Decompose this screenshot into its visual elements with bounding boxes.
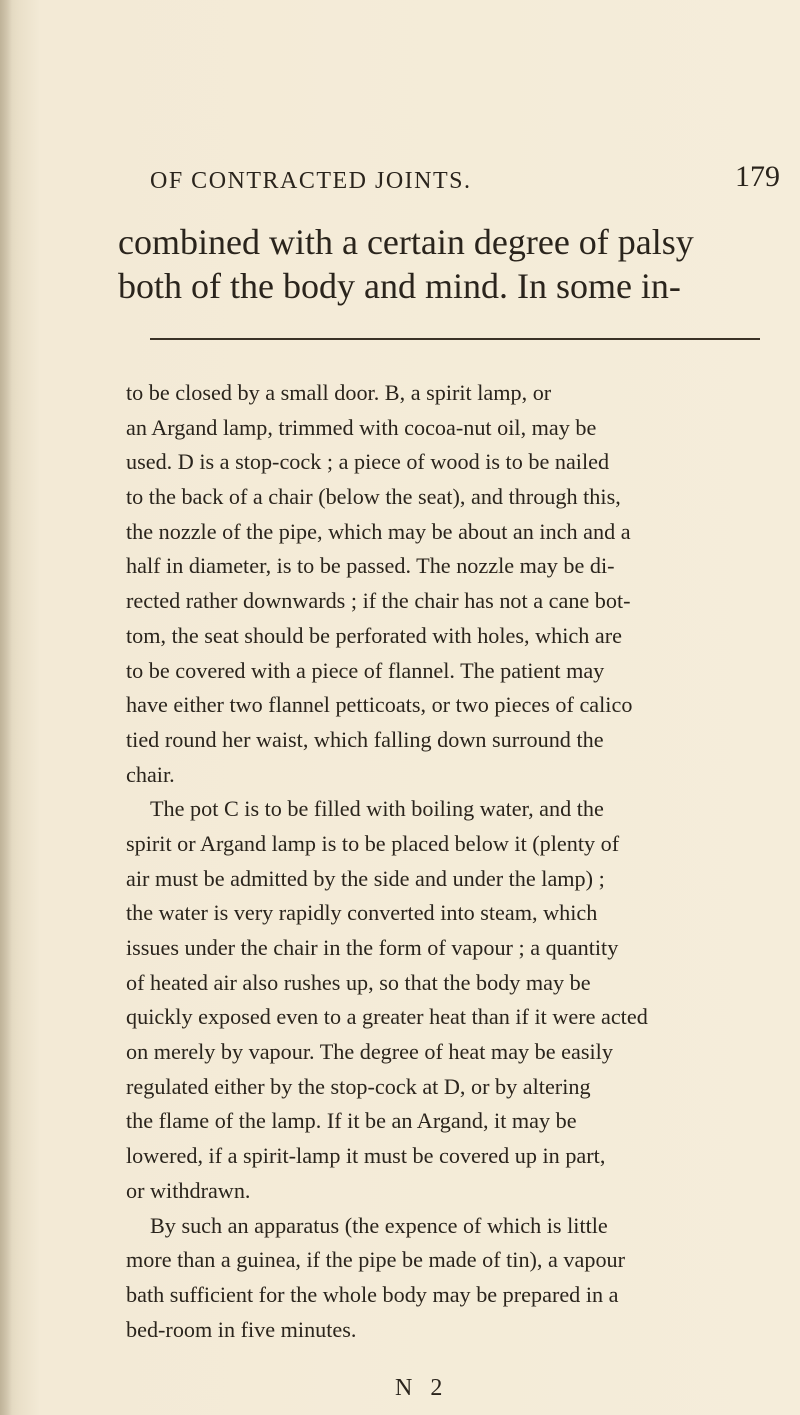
note-line: tom, the seat should be perforated with holes, which are bbox=[126, 622, 622, 648]
note-line: on merely by vapour. The degree of heat may be easily bbox=[126, 1039, 613, 1065]
note-line: the nozzle of the pipe, which may be about an inch and a bbox=[126, 518, 631, 544]
page-number: 179 bbox=[735, 160, 780, 193]
note-line: to the back of a chair (below the seat), and through this, bbox=[126, 484, 621, 510]
note-line: the water is very rapidly converted into steam, which bbox=[126, 900, 598, 926]
spine-shadow bbox=[0, 0, 12, 1415]
note-line: issues under the chair in the form of vapour ; a quantity bbox=[126, 935, 619, 960]
note-line: spirit or Argand lamp is to be placed below it (plenty of bbox=[126, 830, 620, 856]
note-line: have either two flannel petticoats, or two pieces of calico bbox=[126, 692, 633, 718]
note-line: lowered, if a spirit-lamp it must be covered up in part, bbox=[126, 1143, 606, 1169]
main-text-line: both of the body and mind. In some in- bbox=[118, 266, 681, 306]
note-line: or withdrawn. bbox=[126, 1177, 251, 1203]
note-line: to be covered with a piece of flannel. The patient may bbox=[126, 657, 605, 683]
note-line: the flame of the lamp. If it be an Argand, it may be bbox=[126, 1108, 577, 1134]
note-line: more than a guinea, if the pipe be made of tin), a vapour bbox=[126, 1247, 626, 1273]
note-line: rected rather downwards ; if the chair has not a cane bot- bbox=[126, 588, 631, 614]
note-line: an Argand lamp, trimmed with cocoa-nut oil, may be bbox=[126, 414, 597, 440]
note-line: air must be admitted by the side and under the lamp) ; bbox=[126, 865, 605, 891]
main-text-line: combined with a certain degree of palsy bbox=[118, 222, 694, 262]
running-title: OF CONTRACTED JOINTS. bbox=[150, 168, 472, 194]
note-line: tied round her waist, which falling down surround the bbox=[126, 726, 604, 752]
main-text bbox=[118, 220, 768, 308]
note-line: chair. bbox=[126, 761, 175, 787]
running-head bbox=[150, 160, 780, 196]
note-line: of heated air also rushes up, so that the body may be bbox=[126, 969, 591, 995]
footnote-text bbox=[126, 376, 768, 1347]
note-line: to be closed by a small door. B, a spirit lamp, or bbox=[126, 380, 552, 405]
footnote-rule bbox=[150, 338, 760, 340]
note-line: bed-room in five minutes. bbox=[126, 1316, 357, 1342]
note-line: bath sufficient for the whole body may be prepared in a bbox=[126, 1281, 619, 1307]
note-line: used. D is a stop-cock ; a piece of wood is to be nailed bbox=[126, 449, 610, 475]
note-line: half in diameter, is to be passed. The nozzle may be di- bbox=[126, 553, 615, 579]
signature-mark: N 2 bbox=[395, 1375, 449, 1401]
note-line: The pot C is to be filled with boiling water, and the bbox=[150, 796, 604, 822]
note-line: By such an apparatus (the expence of which is little bbox=[150, 1212, 608, 1238]
note-line: quickly exposed even to a greater heat than if it were acted bbox=[126, 1004, 648, 1030]
note-line: regulated either by the stop-cock at D, or by altering bbox=[126, 1073, 591, 1099]
